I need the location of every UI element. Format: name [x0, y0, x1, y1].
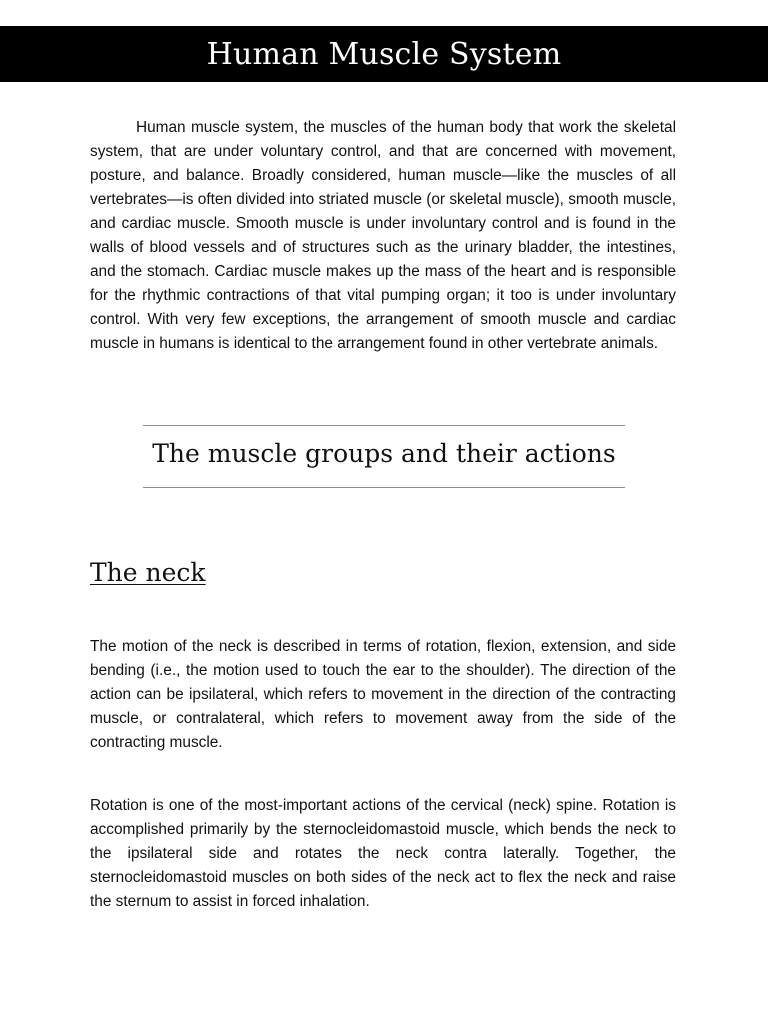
intro-paragraph: Human muscle system, the muscles of the human body that work the skeletal system, that are under voluntary control, and that are concerned with movement, posture, and balance. Broadly considered, human muscle—like the muscles of all vertebrates—is often divided into striated muscle (or skeletal muscle), smooth muscle, and cardiac muscle. Smooth muscle is under involuntary control and is found in the walls of blood vessels and of structures such as the urinary bladder, the intestines, and the stomach. Cardiac muscle makes up the mass of the heart and is responsible for the rhythmic contractions of that vital pumping organ; it too is under involuntary control. With very few exceptions, the arrangement of smooth muscle and cardiac muscle in humans is identical to the arrangement found in other vertebrate animals.	[90, 119, 676, 352]
section-divider-top	[143, 425, 625, 426]
neck-heading: The neck	[90, 558, 206, 587]
document-title: Human Muscle System	[206, 36, 562, 72]
section-heading: The muscle groups and their actions	[152, 439, 616, 468]
neck-paragraph-rotation: Rotation is one of the most-important actions of the cervical (neck) spine. Rotation is accomplished primarily by the sternocleidomastoid muscle, which bends the neck to the ipsilateral side and rotates the neck contra laterally. Together, the sternocleidomastoid muscles on both sides of the neck act to flex the neck and raise the sternum to assist in forced inhalation.	[90, 797, 676, 910]
section-divider-bottom	[143, 487, 625, 488]
neck-paragraph-motion: The motion of the neck is described in terms of rotation, flexion, extension, and side bending (i.e., the motion used to touch the ear to the shoulder). The direction of the action can be ipsilateral, which refers to movement in the direction of the contracting muscle, or contralateral, which refers to movement away from the side of the contracting muscle.	[90, 638, 676, 751]
title-bar	[0, 26, 768, 82]
